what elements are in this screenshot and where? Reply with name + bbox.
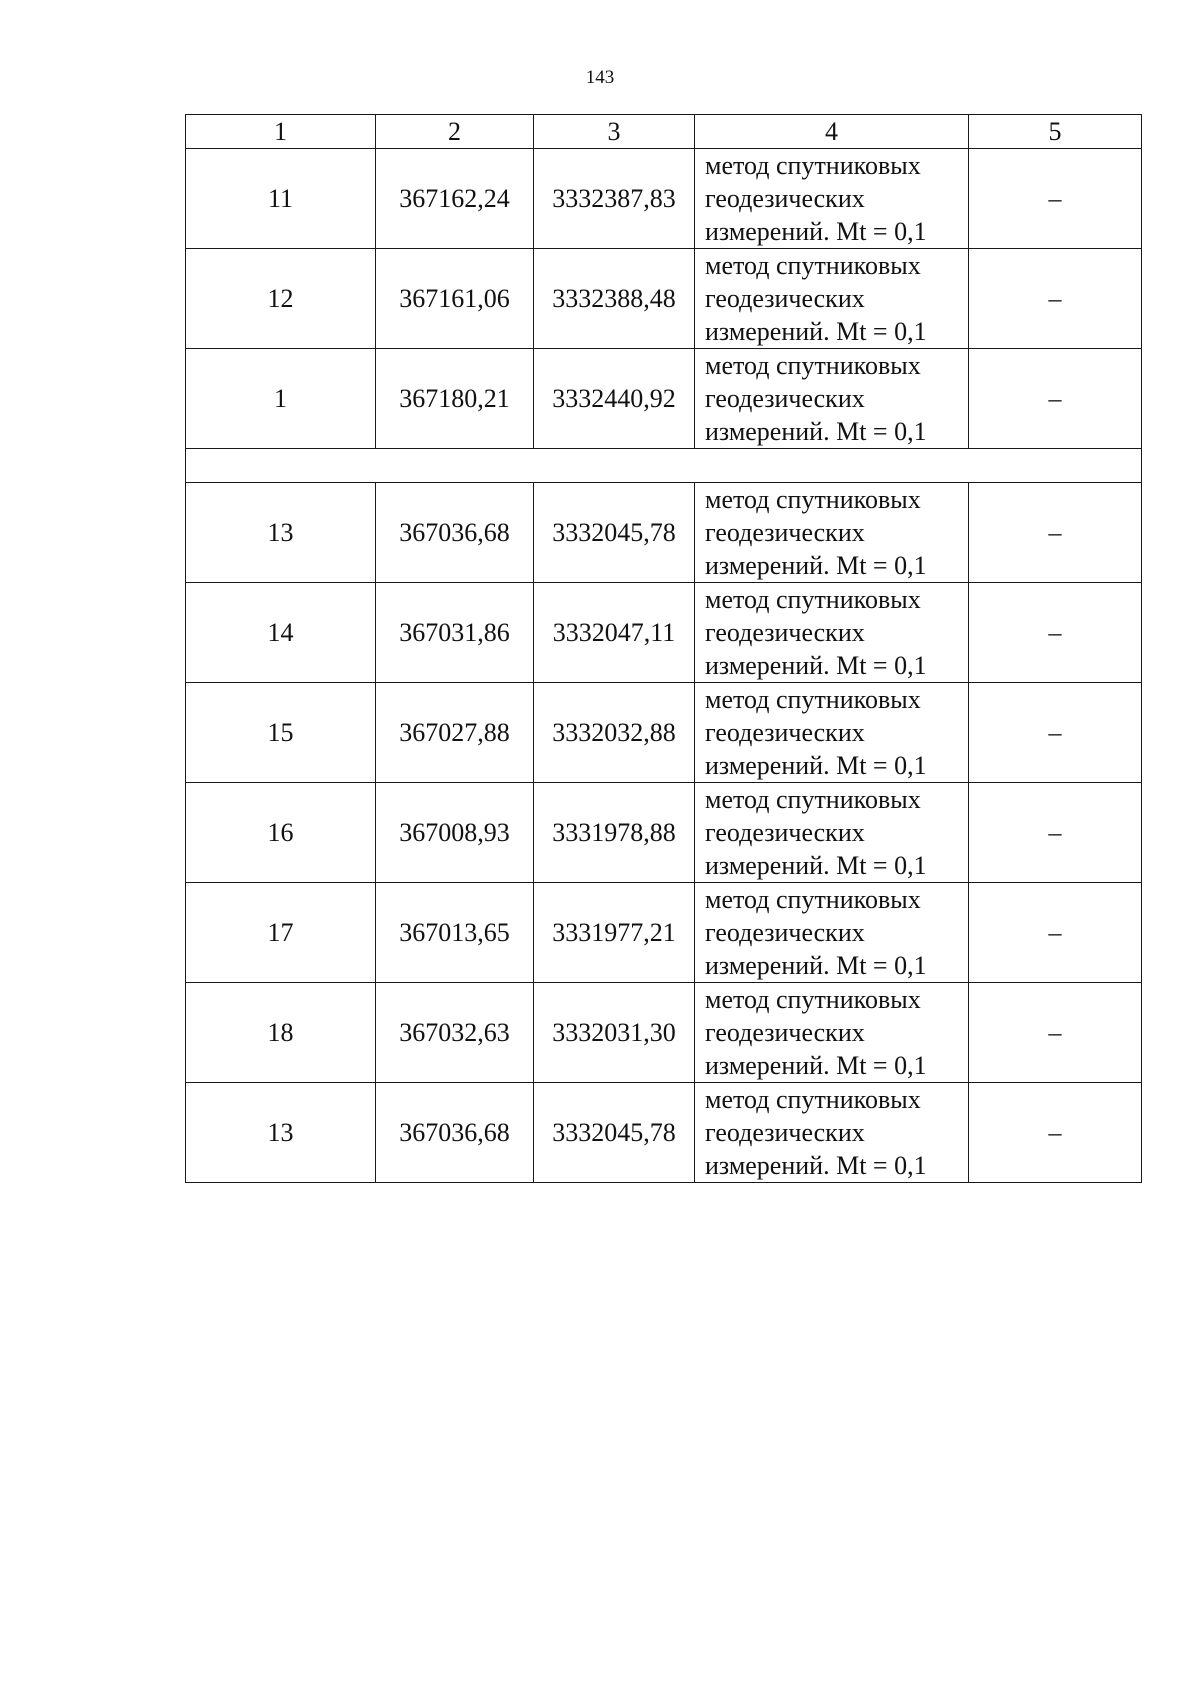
- method-line: измерений. Mt = 0,1: [705, 851, 927, 880]
- y-coordinate-cell: 3332440,92: [534, 349, 695, 449]
- method-line: измерений. Mt = 0,1: [705, 217, 927, 246]
- method-cell: [695, 249, 969, 349]
- point-number-cell: 13: [186, 483, 376, 583]
- note-cell: –: [969, 1083, 1142, 1183]
- note-cell: –: [969, 783, 1142, 883]
- method-line: измерений. Mt = 0,1: [705, 417, 927, 446]
- table-row: [186, 349, 1142, 449]
- x-coordinate-cell: 367036,68: [376, 1083, 534, 1183]
- table-row: [186, 149, 1142, 249]
- point-number-cell: 1: [186, 349, 376, 449]
- table-row: [186, 583, 1142, 683]
- method-line: метод спутниковых: [705, 885, 921, 914]
- x-coordinate-cell: 367031,86: [376, 583, 534, 683]
- method-line: измерений. Mt = 0,1: [705, 1151, 927, 1180]
- note-cell: –: [969, 983, 1142, 1083]
- point-number-cell: 16: [186, 783, 376, 883]
- method-cell: [695, 583, 969, 683]
- method-line: метод спутниковых: [705, 585, 921, 614]
- method-line: метод спутниковых: [705, 985, 921, 1014]
- method-line: метод спутниковых: [705, 785, 921, 814]
- x-coordinate-cell: 367032,63: [376, 983, 534, 1083]
- y-coordinate-cell: 3332047,11: [534, 583, 695, 683]
- note-cell: –: [969, 883, 1142, 983]
- column-header: 2: [376, 115, 534, 149]
- method-line: геодезических: [705, 718, 865, 747]
- table-row: [186, 783, 1142, 883]
- note-cell: –: [969, 483, 1142, 583]
- method-line: геодезических: [705, 918, 865, 947]
- column-header: 4: [695, 115, 969, 149]
- table-row: [186, 249, 1142, 349]
- table-header-row: [186, 115, 1142, 149]
- method-cell: [695, 883, 969, 983]
- method-line: метод спутниковых: [705, 251, 921, 280]
- method-line: геодезических: [705, 518, 865, 547]
- group-separator-cell: [186, 449, 1142, 483]
- method-line: метод спутниковых: [705, 485, 921, 514]
- y-coordinate-cell: 3332387,83: [534, 149, 695, 249]
- method-cell: [695, 683, 969, 783]
- method-line: измерений. Mt = 0,1: [705, 317, 927, 346]
- page-number: 143: [585, 67, 615, 88]
- y-coordinate-cell: 3332045,78: [534, 483, 695, 583]
- point-number-cell: 12: [186, 249, 376, 349]
- method-line: измерений. Mt = 0,1: [705, 551, 927, 580]
- note-cell: –: [969, 349, 1142, 449]
- x-coordinate-cell: 367161,06: [376, 249, 534, 349]
- point-number-cell: 13: [186, 1083, 376, 1183]
- note-cell: –: [969, 583, 1142, 683]
- method-line: геодезических: [705, 284, 865, 313]
- y-coordinate-cell: 3331977,21: [534, 883, 695, 983]
- method-cell: [695, 783, 969, 883]
- coordinates-table: [185, 114, 1142, 1183]
- y-coordinate-cell: 3332388,48: [534, 249, 695, 349]
- method-cell: [695, 983, 969, 1083]
- point-number-cell: 15: [186, 683, 376, 783]
- method-line: метод спутниковых: [705, 685, 921, 714]
- point-number-cell: 14: [186, 583, 376, 683]
- method-cell: [695, 349, 969, 449]
- method-line: измерений. Mt = 0,1: [705, 651, 927, 680]
- method-cell: [695, 149, 969, 249]
- method-line: геодезических: [705, 1018, 865, 1047]
- point-number-cell: 17: [186, 883, 376, 983]
- y-coordinate-cell: 3332031,30: [534, 983, 695, 1083]
- method-line: геодезических: [705, 618, 865, 647]
- method-cell: [695, 1083, 969, 1183]
- method-line: геодезических: [705, 184, 865, 213]
- note-cell: –: [969, 149, 1142, 249]
- x-coordinate-cell: 367180,21: [376, 349, 534, 449]
- column-header: 5: [969, 115, 1142, 149]
- method-line: метод спутниковых: [705, 1085, 921, 1114]
- group-separator-row: [186, 449, 1142, 483]
- table-row: [186, 683, 1142, 783]
- column-header: 1: [186, 115, 376, 149]
- point-number-cell: 18: [186, 983, 376, 1083]
- x-coordinate-cell: 367008,93: [376, 783, 534, 883]
- table-row: [186, 483, 1142, 583]
- method-line: измерений. Mt = 0,1: [705, 1051, 927, 1080]
- y-coordinate-cell: 3332032,88: [534, 683, 695, 783]
- method-line: геодезических: [705, 818, 865, 847]
- note-cell: –: [969, 683, 1142, 783]
- method-line: измерений. Mt = 0,1: [705, 751, 927, 780]
- point-number-cell: 11: [186, 149, 376, 249]
- method-line: метод спутниковых: [705, 151, 921, 180]
- x-coordinate-cell: 367162,24: [376, 149, 534, 249]
- x-coordinate-cell: 367036,68: [376, 483, 534, 583]
- column-header: 3: [534, 115, 695, 149]
- x-coordinate-cell: 367013,65: [376, 883, 534, 983]
- method-line: геодезических: [705, 384, 865, 413]
- x-coordinate-cell: 367027,88: [376, 683, 534, 783]
- note-cell: –: [969, 249, 1142, 349]
- table-row: [186, 983, 1142, 1083]
- method-line: метод спутниковых: [705, 351, 921, 380]
- y-coordinate-cell: 3332045,78: [534, 1083, 695, 1183]
- method-line: геодезических: [705, 1118, 865, 1147]
- table-row: [186, 1083, 1142, 1183]
- method-cell: [695, 483, 969, 583]
- table-row: [186, 883, 1142, 983]
- method-line: измерений. Mt = 0,1: [705, 951, 927, 980]
- y-coordinate-cell: 3331978,88: [534, 783, 695, 883]
